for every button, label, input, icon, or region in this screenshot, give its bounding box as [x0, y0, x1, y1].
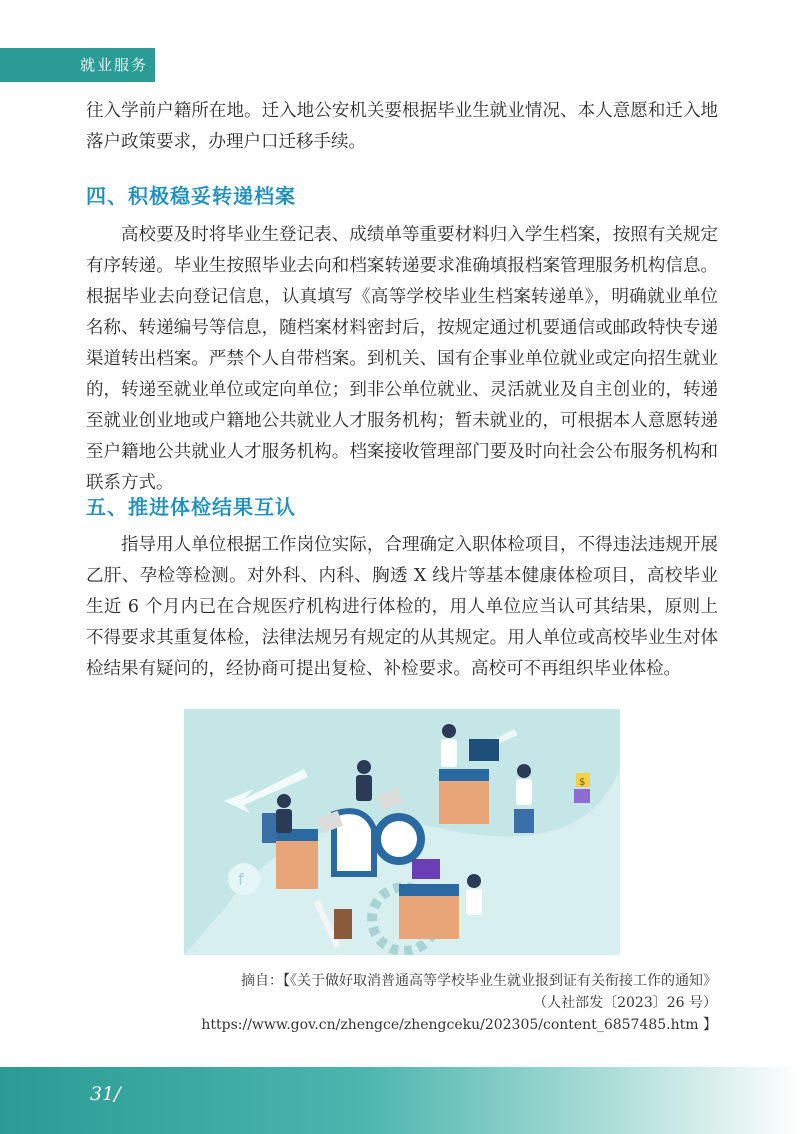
office-illustration [184, 709, 620, 955]
caption-url[interactable]: https://www.gov.cn/zhengce/zhengceku/202305/content_6857485.htm 】 [201, 1017, 717, 1033]
svg-text:$: $ [579, 777, 586, 788]
section-heading-medical: 五、推进体检结果互认 [86, 495, 296, 519]
office-illustration-svg [184, 709, 620, 955]
paragraph-medical: 指导用人单位根据工作岗位实际，合理确定入职体检项目，不得违法违规开展乙肝、孕检等检测。对外科、内科、胸透 X 线片等基本健康体检项目，高校毕业生近 6 个月内已在合规医疗机构进行体检的，用人单位应当认可其结果，原则上不得要求其重复体检，法律法规另有规定的从其规定。用人单位或高校毕业生对体检结果有疑问的，经协商可提出复检、补检要求。高校可不再组织毕业体检。 [86, 535, 718, 679]
paragraph-hukou: 往入学前户籍所在地。迁入地公安机关要根据毕业生就业情况、本人意愿和迁入地落户政策要求，办理户口迁移手续。 [86, 101, 718, 152]
source-caption [157, 970, 717, 1036]
caption-doc-number: （人社部发〔2023〕26 号） [533, 995, 717, 1011]
paragraph-archives: 高校要及时将毕业生登记表、成绩单等重要材料归入学生档案，按照有关规定有序转递。毕业生按照毕业去向和档案转递要求准确填报档案管理服务机构信息。根据毕业去向登记信息，认真填写《高等学校毕业生档案转递单》，明确就业单位名称、转递编号等信息，随档案材料密封后，按规定通过机要通信或邮政特快专递渠道转出档案。严禁个人自带档案。到机关、国有企事业单位就业或定向招生就业的，转递至就业单位或定向单位；到非公单位就业、灵活就业及自主创业的，转递至就业创业地或户籍地公共就业人才服务机构；暂未就业的，可根据本人意愿转递至户籍地公共就业人才服务机构。档案接收管理部门要及时向社会公布服务机构和联系方式。 [86, 225, 718, 493]
caption-source-line: 摘自：【《关于做好取消普通高等学校毕业生就业报到证有关衔接工作的通知》 [241, 973, 717, 989]
svg-text:f: f [238, 870, 244, 889]
page-number: 31/ [90, 1083, 121, 1105]
section-tab: 就业服务 [0, 48, 155, 82]
section-heading-archives: 四、积极稳妥转递档案 [86, 184, 296, 208]
